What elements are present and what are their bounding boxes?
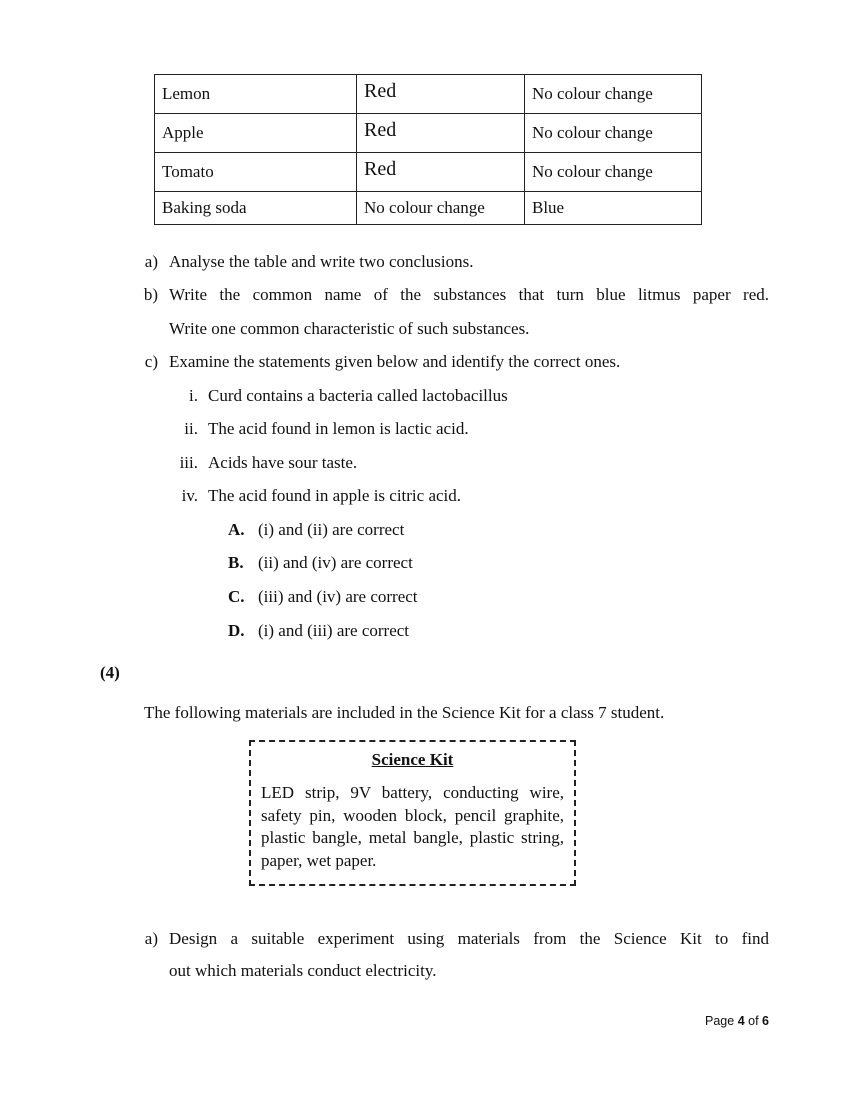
table-cell-red-litmus: No colour change xyxy=(525,114,702,153)
table-cell-substance: Baking soda xyxy=(155,192,357,225)
statement-text: The acid found in lemon is lactic acid. xyxy=(208,419,469,438)
q3b-text-line1: Write the common name of the substances that turn blue litmus paper red. xyxy=(169,285,769,304)
option-letter: A. xyxy=(228,520,245,539)
table-cell-blue-litmus: Red xyxy=(357,153,525,192)
option-letter: D. xyxy=(228,621,245,640)
science-kit-title: Science Kit xyxy=(371,750,454,769)
statement-text: The acid found in apple is citric acid. xyxy=(208,486,462,505)
q4a-text-line1: Design a suitable experiment using materials from the Science Kit to find xyxy=(169,929,769,948)
table-cell-substance: Lemon xyxy=(155,75,357,114)
table-cell-substance: Tomato xyxy=(155,153,357,192)
option-text: (i) and (ii) are correct xyxy=(258,520,405,539)
statement-number: ii. xyxy=(184,419,198,438)
table-row xyxy=(155,192,702,225)
q3c-label: c) xyxy=(144,352,158,371)
statement-number: iii. xyxy=(179,453,198,472)
statement-number: iv. xyxy=(181,486,198,505)
page-number: Page 4 of 6 xyxy=(705,1014,769,1028)
option-letter: B. xyxy=(228,553,244,572)
table-cell-red-litmus: No colour change xyxy=(525,75,702,114)
science-kit-box xyxy=(249,740,576,886)
option-text: (ii) and (iv) are correct xyxy=(258,553,413,572)
option-text: (i) and (iii) are correct xyxy=(258,621,410,640)
statement-number: i. xyxy=(189,386,198,405)
q4a-text-line2: out which materials conduct electricity. xyxy=(169,961,437,980)
table-row xyxy=(155,75,702,114)
table-cell-blue-litmus: Red xyxy=(357,75,525,114)
litmus-results-table xyxy=(154,74,702,225)
table-cell-red-litmus: Blue xyxy=(525,192,702,225)
q3b-label: b) xyxy=(143,285,158,304)
q4-intro: The following materials are included in the Science Kit for a class 7 student. xyxy=(144,703,665,722)
q3b-text-line2: Write one common characteristic of such substances. xyxy=(169,319,530,338)
table-row xyxy=(155,153,702,192)
question-number: (4) xyxy=(100,663,120,682)
option-letter: C. xyxy=(228,587,245,606)
table-row xyxy=(155,114,702,153)
q4a-label: a) xyxy=(144,929,158,948)
option-text: (iii) and (iv) are correct xyxy=(258,587,418,606)
q3c-text: Examine the statements given below and identify the correct ones. xyxy=(169,352,621,371)
table-cell-red-litmus: No colour change xyxy=(525,153,702,192)
q3a-label: a) xyxy=(144,252,158,271)
table-cell-blue-litmus: No colour change xyxy=(357,192,525,225)
statement-text: Curd contains a bacteria called lactobacillus xyxy=(208,386,508,405)
q3a-text: Analyse the table and write two conclusions. xyxy=(169,252,474,271)
science-kit-items: LED strip, 9V battery, conducting wire, safety pin, wooden block, pencil graphite, plastic bangle, metal bangle, plastic string, paper, wet paper. xyxy=(261,783,564,870)
statement-text: Acids have sour taste. xyxy=(208,453,358,472)
table-cell-substance: Apple xyxy=(155,114,357,153)
table-cell-blue-litmus: Red xyxy=(357,114,525,153)
